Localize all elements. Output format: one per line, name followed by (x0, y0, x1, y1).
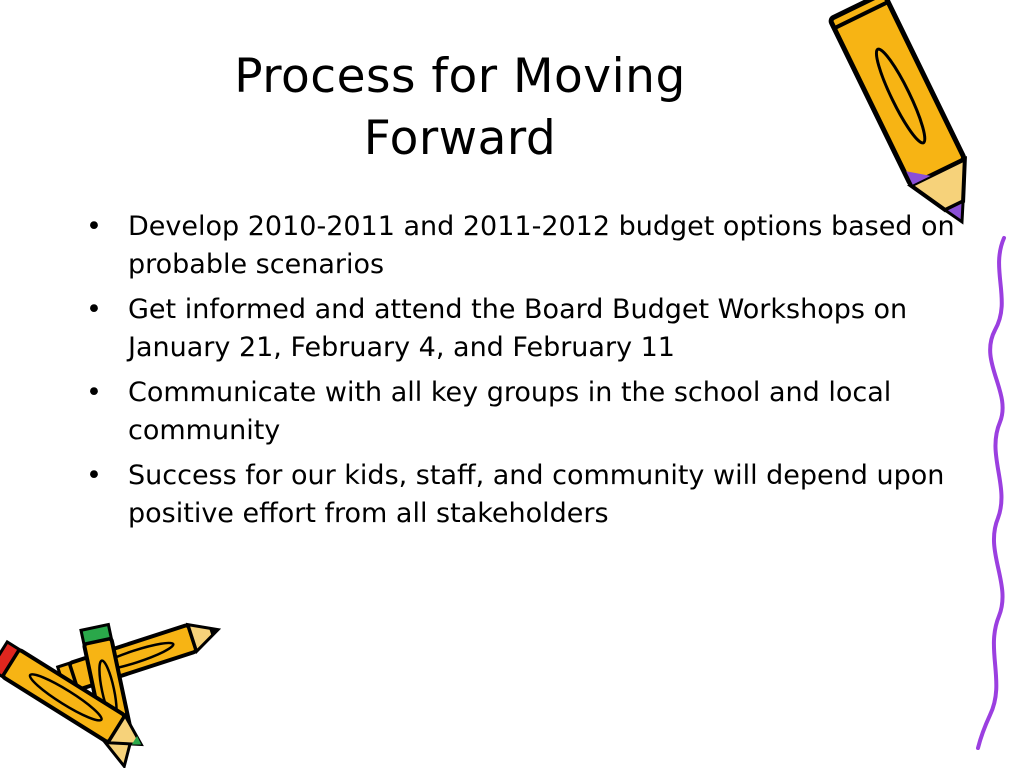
slide-title-line-1: Process for Moving (234, 49, 686, 104)
slide-title-line-2: Forward (363, 111, 557, 166)
bullet-text: Get informed and attend the Board Budget Workshops on January 21, February 4, and February 11 (128, 294, 908, 363)
bullet-glyph: • (86, 294, 102, 325)
pencil-cluster-icon (0, 616, 222, 768)
bullet-glyph: • (86, 460, 102, 491)
slide-title (150, 46, 770, 170)
bullet-item (84, 374, 964, 449)
bullet-text: Develop 2010-2011 and 2011-2012 budget options based on probable scenarios (128, 211, 955, 280)
bullet-glyph: • (86, 377, 102, 408)
pencil-icon (830, 0, 989, 235)
squiggle-line (978, 238, 1004, 748)
bullet-text: Communicate with all key groups in the school and local community (128, 377, 892, 446)
bullet-text: Success for our kids, staff, and community will depend upon positive effort from all stakeholders (128, 460, 945, 529)
bullet-glyph: • (86, 211, 102, 242)
bullet-list (84, 208, 964, 540)
bullet-item (84, 208, 964, 283)
bullet-item (84, 457, 964, 532)
bullet-item (84, 291, 964, 366)
